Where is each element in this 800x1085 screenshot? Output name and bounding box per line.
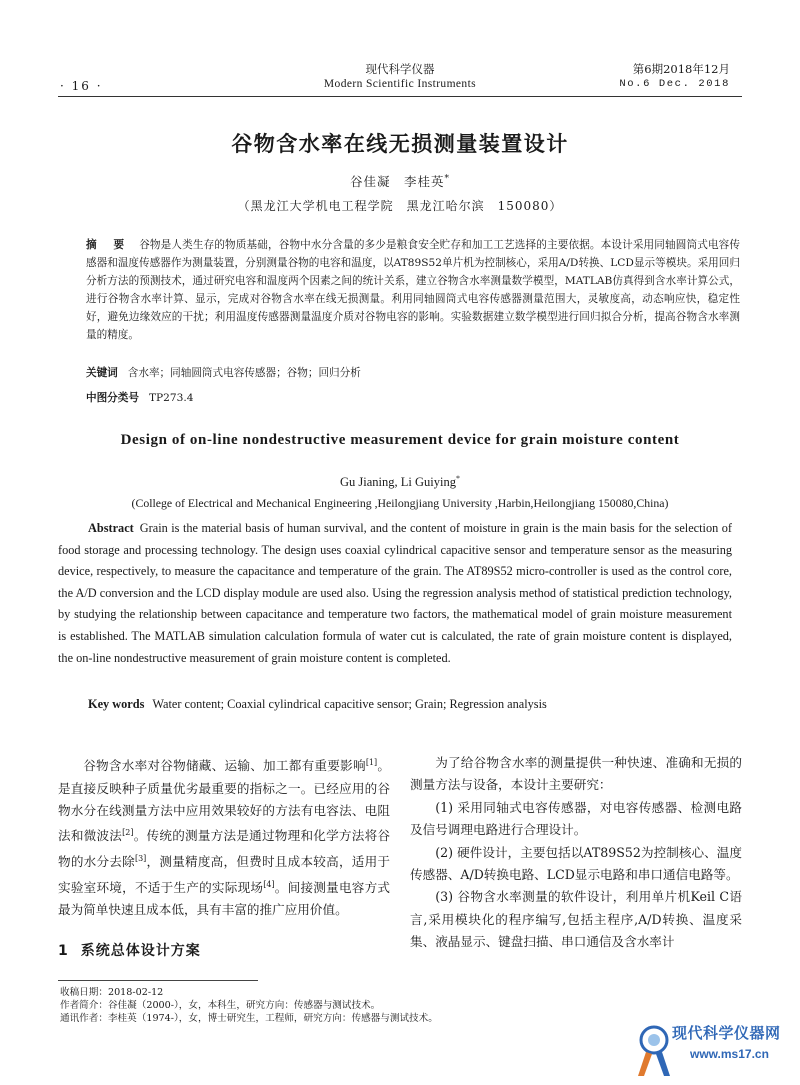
intro-text-3: 。传统的测量方法是通过物理和化学方法将谷物的水分去除 — [58, 828, 391, 870]
journal-name-en: Modern Scientific Instruments — [323, 78, 477, 90]
abstract-en — [58, 518, 732, 669]
watermark-site-name: 现代科学仪器网 — [672, 1024, 781, 1042]
article-authors — [0, 172, 800, 190]
reference-1: [1] — [365, 758, 378, 767]
reference-2: [2] — [122, 828, 134, 838]
issue-cn: 第6期2018年12月 — [632, 62, 730, 76]
classification-label: 中图分类号 — [86, 392, 139, 404]
footnote-received: 收稿日期：2018-02-12 — [60, 987, 164, 998]
classification-code: TP273.4 — [148, 392, 194, 404]
article-authors-en — [0, 474, 800, 490]
intro-paragraph — [58, 752, 390, 922]
section-title: 系统总体设计方案 — [80, 943, 201, 959]
keywords-cn-text: 含水率；同轴圆筒式电容传感器；谷物；回归分析 — [127, 367, 361, 379]
design-item-2: (2) 硬件设计，主要包括以AT89S52为控制核心、温度传感器、A/D转换电路、LCD显示电路和串口通信电路等。 — [410, 844, 742, 883]
design-item-3: (3) 谷物含水率测量的软件设计，利用单片机Keil C语言,采用模块化的程序编写,包括主程序,A/D转换、温度采集、液晶显示、键盘扫描、串口通信及含水率计 — [410, 889, 742, 950]
intro-text-2: 。是直接反映种子质量优劣最重要的指标之一。已经应用的谷物水分在线测量方法中应用效果较好的方法有电容法、电阻法和微波法 — [58, 758, 391, 844]
reference-3: [3] — [134, 854, 147, 863]
journal-name-cn: 现代科学仪器 — [365, 62, 435, 76]
corresponding-mark: * — [444, 173, 450, 184]
body-left-column — [58, 752, 390, 922]
right-intro: 为了给谷物含水率的测量提供一种快速、准确和无损的测量方法与设备，本设计主要研究： — [410, 755, 742, 793]
author-names-en: Gu Jianing, Li Guiying — [340, 475, 456, 490]
journal-name — [250, 62, 550, 92]
header-rule — [58, 96, 742, 97]
article-title-en: Design of on-line nondestructive measurement device for grain moisture content — [120, 432, 680, 448]
abstract-cn-label: 摘 要 — [86, 239, 128, 251]
footnotes — [60, 987, 438, 1025]
keywords-en-text: Water content; Coaxial cylindrical capacitive sensor; Grain; Regression analysis — [152, 697, 547, 711]
author-names: 谷佳凝 李桂英 — [349, 174, 445, 189]
page-number: · 16 · — [60, 79, 103, 93]
classification-cn — [86, 390, 740, 405]
intro-text-4: ，测量精度高，但费时且成本较高，适用于实验室环境，不适于生产的实际现场 — [58, 854, 391, 895]
abstract-cn — [86, 236, 740, 344]
footnote-author2: 通讯作者：李桂英（1974-），女，博士研究生，工程师，研究方向：传感器与测试技术。 — [60, 1012, 438, 1024]
footnote-author1: 作者简介：谷佳凝（2000-），女，本科生，研究方向：传感器与测试技术。 — [60, 999, 381, 1011]
reference-4: [4] — [263, 879, 275, 889]
keywords-cn-label: 关键词 — [86, 367, 118, 379]
section-heading — [58, 940, 201, 960]
article-affiliation-en: (College of Electrical and Mechanical Engineering ,Heilongjiang University ,Harbin,Heilongjiang 150080,China) — [131, 496, 669, 510]
issue-en: No.6 Dec. 2018 — [619, 78, 730, 90]
corresponding-mark-en: * — [455, 474, 460, 483]
issue-info — [619, 62, 730, 92]
article-title: 谷物含水率在线无损测量装置设计 — [231, 131, 569, 156]
design-item-1: (1) 采用同轴式电容传感器，对电容传感器、检测电路及信号调理电路进行合理设计。 — [410, 799, 742, 838]
keywords-en — [88, 697, 738, 712]
intro-text-1: 谷物含水率对谷物储藏、运输、加工都有重要影响 — [83, 758, 366, 774]
abstract-en-text: Grain is the material basis of human survival, and the content of moisture in grain is the main basis for the selection of food storage and processing technology. The design uses coaxial cylindrical capacitive sensor and temperature sensor as the measuring device, respectively, to measure the capacitance and temperature of the grain. The AT89S52 micro-controller is used as the control core, the A/D conversion and the LCD display module are used also. Using the regression analysis method of statistical prediction technology, by studying the relationship between capacitance and temperature two factors, the mathematical model of grain moisture measurement is established. The MATLAB simulation calculation formula of water cut is calculated, the rate of grain moisture content is displayed, the on-line nondestructive measurement of grain moisture content is completed. — [58, 521, 732, 665]
section-number: 1 — [58, 943, 69, 959]
footnote-rule — [58, 980, 258, 981]
body-right-column — [410, 752, 742, 954]
abstract-en-label: Abstract — [88, 521, 134, 535]
watermark-site-url[interactable]: www.ms17.cn — [690, 1047, 769, 1061]
keywords-en-label: Key words — [88, 697, 145, 711]
article-affiliation: （黑龙江大学机电工程学院 黑龙江哈尔滨 150080） — [237, 199, 563, 213]
intro-text-5: 。间接测量电容方式最为简单快速且成本低，具有丰富的推广应用价值。 — [58, 879, 391, 918]
abstract-cn-text: 谷物是人类生存的物质基础，谷物中水分含量的多少是粮食安全贮存和加工工艺选择的主要依据。本设计采用同轴圆筒式电容传感器和温度传感器作为测量装置，分别测量谷物的电容和温度，以AT89S52单片机为控制核心，采用A/D转换、LCD显示等模块。采用回归分析方法的预测技术，通过研究电容和温度两个因素之间的统计关系，建立谷物含水率测量数学模型，MATLAB仿真得到含水率计算公式，进行谷物含水率计算、显示，完成对谷物含水率在线无损测量。利用同轴圆筒式电容传感器测量范围大，灵敏度高，动态响应快，稳定性好，避免边缘效应的干扰；利用温度传感器测量温度介质对谷物电容的影响。实验数据建立数学模型进行回归拟合分析，提高谷物含水率测量的精度。 — [86, 239, 741, 341]
keywords-cn — [86, 365, 740, 380]
